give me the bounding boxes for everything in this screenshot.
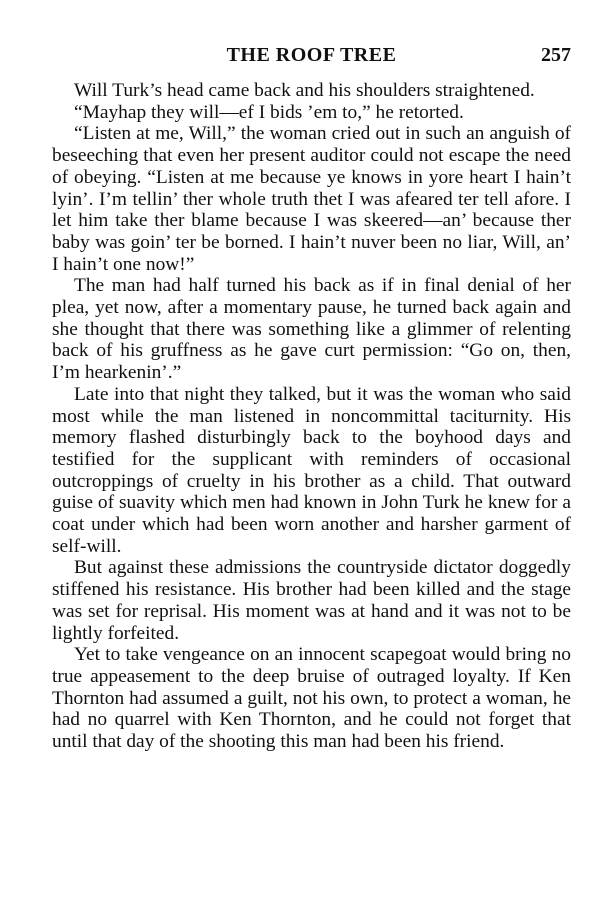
paragraph: But against these admissions the countryside dictator doggedly stiffened his resistance. His brother had been killed and the stage was set for reprisal. His moment was at hand and it was not to be lightly forfeited. — [52, 557, 571, 644]
paragraph: Will Turk’s head came back and his shoulders straightened. — [74, 80, 535, 101]
paragraph: “Listen at me, Will,” the woman cried out in such an anguish of beseeching that even her present auditor could not escape the need of obeying. “Listen at me because ye knows in yore heart I hain’t lyin’. I’m tellin’ ther whole truth thet I was afeared ter tell afore. I let him take ther blame because I was skeered—an’ because ther baby was goin’ ter be borned. I hain’t nuver been no liar, Will, an’ I hain’t one now!” — [52, 123, 571, 275]
paragraph: “Mayhap they will—ef I bids ’em to,” he retorted. — [74, 101, 464, 123]
paragraph: The man had half turned his back as if in final denial of her plea, yet now, after a momentary pause, he turned back again and she thought that there was something like a glimmer of relenting back of his gruffness as he gave curt permission: “Go on, then, I’m hearkenin’.” — [52, 275, 571, 384]
paragraph: Yet to take vengeance on an innocent scapegoat would bring no true appeasement to the deep bruise of outraged loyalty. If Ken Thornton had assumed a guilt, not his own, to protect a woman, he had no quarrel with Ken Thornton, and he could not forget that until that day of the shooting this man had been his friend. — [52, 644, 571, 753]
running-title: THE ROOF TREE — [226, 44, 397, 66]
body-text — [52, 80, 571, 753]
paragraph: Late into that night they talked, but it was the woman who said most while the man listened in noncommittal taciturnity. His memory flashed disturbingly back to the boyhood days and testified for the supplicant with reminders of occasional outcroppings of cruelty in his brother as a child. That outward guise of suavity which men had known in John Turk he knew for a coat under which had been worn another and harsher garment of self-will. — [52, 383, 571, 557]
running-head — [52, 44, 571, 74]
page-number: 257 — [541, 44, 571, 66]
